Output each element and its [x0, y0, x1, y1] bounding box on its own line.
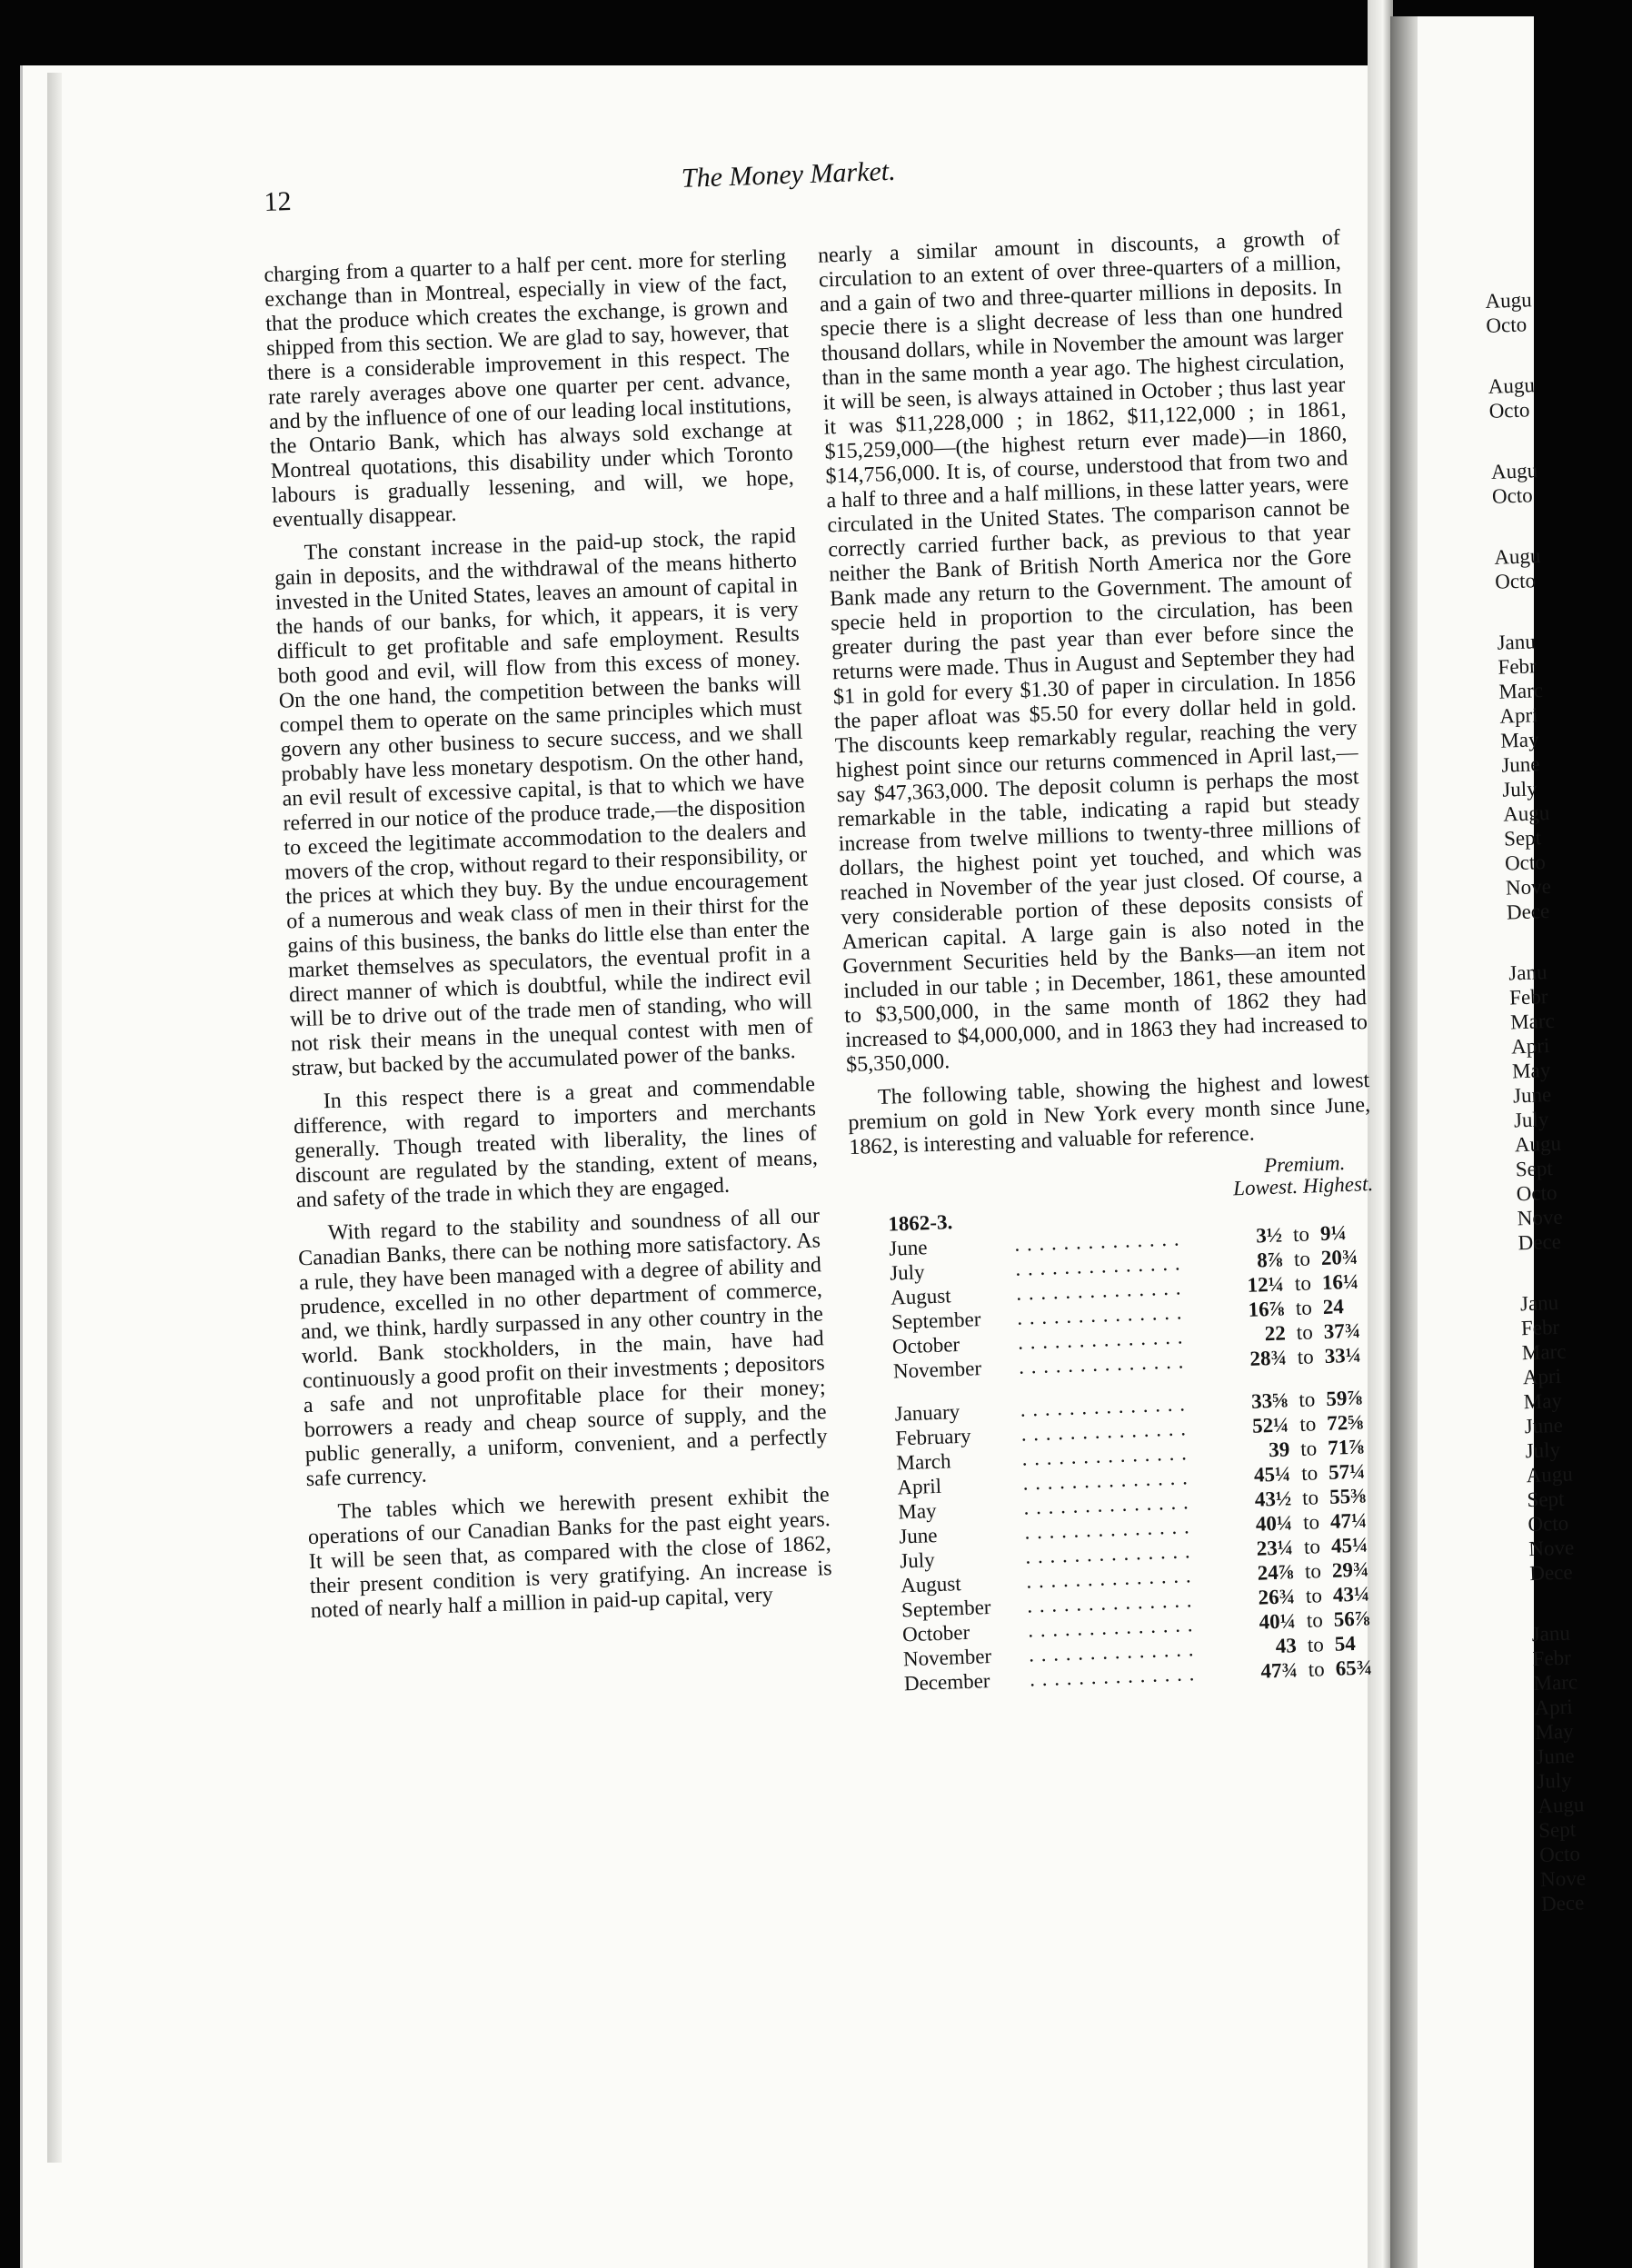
month-cell: July: [889, 1260, 925, 1285]
highest-cell: 72⅝: [1326, 1410, 1364, 1435]
lowest-cell: 39: [1268, 1437, 1290, 1462]
highest-label: Highest.: [1302, 1172, 1374, 1198]
leader-dots: . . . . . . . . . . . . . .: [1021, 1441, 1189, 1470]
lowest-cell: [1227, 1199, 1282, 1225]
month-cell: August: [890, 1284, 951, 1309]
to-connector: to: [1295, 1296, 1313, 1320]
to-connector: to: [1304, 1559, 1322, 1583]
to-connector: to: [1296, 1320, 1314, 1345]
facing-page-fragment: Octo: [1516, 1180, 1557, 1206]
facing-page-fragment: Febr: [1498, 654, 1537, 679]
facing-page-fragment: [1492, 505, 1584, 544]
to-connector: to: [1307, 1633, 1325, 1656]
facing-page-fragment: Dece: [1528, 1560, 1574, 1586]
facing-page-fragment: [1496, 591, 1587, 630]
facing-page-fragment: Apri: [1510, 1034, 1550, 1059]
facing-page-fragment: May: [1511, 1059, 1551, 1083]
month-cell: April: [896, 1474, 942, 1499]
facing-page-text: [1485, 286, 1632, 1916]
facing-page-fragment: [1507, 921, 1598, 960]
paragraph: With regard to the stability and soundness of all our Canadian Banks, there can be nothing more satisfactory. As a rule, they have been managed with a degree of ability and prudence, excelled in no other department of commerce, and, we think, hardly surpassed in any other country in the world. Bank stockholders, in the main, have had continuously a good profit on their investments ; depositors a safe and not unprofitable place for their money; borrowers a ready and cheap source of supply, and the public generally, a uniform, convenient, and a perfectly safe currency.: [297, 1204, 828, 1492]
month-cell: June: [888, 1236, 928, 1260]
year-label: 1862-3.: [887, 1210, 953, 1236]
facing-page-fragment: July: [1501, 777, 1538, 801]
facing-page-fragment: Sept: [1503, 826, 1542, 850]
facing-page-fragment: Octo: [1504, 850, 1547, 875]
highest-cell: 45¼: [1330, 1533, 1368, 1557]
to-connector: to: [1299, 1437, 1318, 1460]
leader-dots: . . . . . . . . . . . . . .: [1022, 1466, 1189, 1495]
lowest-cell: 47¾: [1260, 1658, 1299, 1683]
facing-page-fragment: Dece: [1506, 899, 1550, 924]
facing-page-fragment: [1489, 420, 1581, 459]
to-connector: to: [1301, 1486, 1319, 1509]
to-connector: to: [1308, 1657, 1326, 1681]
month-cell: October: [901, 1620, 970, 1646]
facing-page-fragment: Octo: [1528, 1511, 1569, 1537]
lowest-cell: 43½: [1254, 1487, 1292, 1511]
facing-page-fragment: May: [1499, 728, 1539, 752]
lowest-cell: 23¼: [1256, 1536, 1294, 1560]
lowest-cell: 26¾: [1258, 1585, 1296, 1609]
facing-page-fragment: Augu: [1502, 801, 1550, 826]
leader-dots: . . . . . . . . . . . . . .: [1013, 1227, 1180, 1256]
month-cell: December: [903, 1669, 990, 1696]
month-cell: August: [900, 1572, 962, 1597]
facing-page-fragment: [1530, 1583, 1622, 1622]
facing-page-fragment: Augu: [1488, 373, 1536, 398]
leader-dots: . . . . . . . . . . . . . .: [1014, 1251, 1181, 1280]
highest-cell: 20¾: [1320, 1245, 1358, 1270]
month-cell: September: [901, 1595, 991, 1622]
to-connector: to: [1298, 1388, 1316, 1411]
facing-page-fragment: Augu: [1485, 288, 1533, 313]
facing-page-fragment: June: [1512, 1082, 1552, 1108]
highest-cell: 9¼: [1319, 1221, 1348, 1246]
to-connector: to: [1293, 1247, 1311, 1271]
to-connector: to: [1302, 1510, 1320, 1534]
left-column: [264, 245, 833, 1633]
lowest-cell: 28¾: [1249, 1346, 1288, 1370]
to-connector: to: [1294, 1271, 1312, 1296]
paragraph: The constant increase in the paid-up stock, the rapid gain in deposits, and the withdrawal of the means hitherto invested in the United States, leaves an amount of capital in the hands of our banks, for which, it appears, it is very difficult to get profitable and safe employment. Results both good and evil, will flow from this excess of money. On the one hand, the competition between the banks will compel them to operate on the same principles which must govern any other business to secure success, and we shall probably have less monetary despotism. On the other hand, an evil result of excessive capital, is that to which we have referred in our notice of the produce trade,—the disposition to exceed the legitimate accommodation to the dealers and movers of the crop, without regard to their responsibility, or the prices at which they buy. By the undue encouragement of a numerous and weak class of men in their thirst for the gains of this business, the banks do little else than enter the market themselves as speculators, the eventual profit in a direct manner of which is doubtful, while the indirect evil will be to drive out of the trade men of standing, who will not risk their means in the unequal contest with men of straw, but backed by the accumulated power of the banks.: [274, 523, 814, 1081]
leader-dots: . . . . . . . . . . . . . .: [1015, 1276, 1182, 1305]
highest-cell: 55⅜: [1328, 1484, 1367, 1508]
facing-page-fragment: Octo: [1491, 483, 1534, 508]
to-connector: to: [1297, 1345, 1315, 1369]
lowest-cell: 45¼: [1253, 1462, 1291, 1487]
leader-dots: . . . . . . . . . . . . . .: [1017, 1325, 1184, 1354]
facing-page-fragment: May: [1535, 1719, 1575, 1745]
facing-page-fragment: Augu: [1490, 459, 1538, 483]
highest-cell: 37¾: [1323, 1318, 1361, 1343]
leader-dots: . . . . . . . . . . . . . .: [1029, 1662, 1196, 1691]
highest-cell: 59⅞: [1325, 1386, 1363, 1410]
facing-page-fragment: Dece: [1518, 1229, 1562, 1255]
lowest-cell: 33⅝: [1250, 1388, 1289, 1413]
facing-page-fragment: Febr: [1532, 1646, 1572, 1671]
leader-dots: . . . . . . . . . . . . . .: [1027, 1613, 1194, 1642]
facing-page-fragment: July: [1536, 1768, 1573, 1793]
leader-dots: . . . . . . . . . . . . . .: [1023, 1490, 1190, 1519]
facing-page-fragment: Nove: [1517, 1205, 1563, 1230]
facing-page-fragment: Dece: [1540, 1891, 1585, 1915]
lowest-cell: 22: [1264, 1321, 1287, 1346]
facing-page-fragment: Sept: [1515, 1156, 1554, 1181]
month-cell: January: [894, 1400, 960, 1426]
facing-page-fragment: Marc: [1509, 1009, 1556, 1034]
facing-page-fragment: Octo: [1538, 1842, 1581, 1866]
to-connector: [1281, 1197, 1320, 1222]
highest-cell: 65¾: [1335, 1656, 1373, 1680]
facing-page-fragment: June: [1535, 1744, 1575, 1769]
facing-page-fragment: May: [1523, 1388, 1563, 1414]
leader-dots: . . . . . . . . . . . . . .: [1026, 1588, 1193, 1617]
running-title: The Money Market.: [681, 155, 897, 194]
facing-page-fragment: Marc: [1533, 1670, 1578, 1696]
paragraph: nearly a similar amount in discounts, a growth of circulation to an extent of over three-quarters of a million, and a gain of two and three-quarter millions in deposits. In specie there is a slight decrease of less than one hundred thousand dollars, while in November the amount was larger than in the same month a year ago. The highest circulation, it will be seen, is always attained in October ; thus last year it was $11,228,000 ; in 1862, $11,122,000 ; in 1861, $15,259,000—(the highest return ever made)—in 1860, $14,756,000. It is, of course, understood that from two and a half to three and a half millions, in these latter years, were circulated in the United States. The comparison cannot be correctly carried further back, as previous to that year neither the Bank of British North America nor the Gore Bank made any return to the Government. The amount of specie held in proportion to the circulation, has been greater during the past year than ever before since the returns were made. Thus in August and September they had $1 in gold for every $1.30 of paper in circulation. In 1856 the paper afloat was $5.50 for every dollar held in gold. The discounts keep remarkably regular, reaching the very highest point since our returns commenced in April last,—say $47,363,000. The deposit column is perhaps the most remarkable in the table, indicating a rapid but steady increase from twelve millions to twenty-three millions of dollars, the highest point yet touched, and which was reached in November of the year just closed. Of course, a very considerable portion of these deposits consists of American capital. A large gain is also noted in the Government Securities held by the Banks—an item not included in our table ; in December, 1861, these amounted to $3,500,000, in the same month of 1862 they had increased to $4,000,000, and in 1863 they had increased to $5,350,000.: [817, 225, 1368, 1078]
page-number: 12: [264, 185, 293, 217]
leader-dots: . . . . . . . . . . . . . .: [1024, 1515, 1191, 1544]
leader-dots: . . . . . . . . . . . . . .: [1018, 1349, 1185, 1378]
month-cell: March: [896, 1449, 951, 1475]
lowest-cell: 43: [1275, 1634, 1298, 1658]
highest-cell: 57¼: [1328, 1459, 1366, 1484]
highest-cell: 29¾: [1331, 1557, 1369, 1582]
to-connector: to: [1292, 1222, 1310, 1247]
page-content: [264, 223, 1502, 1916]
facing-page-fragment: Janu: [1531, 1621, 1571, 1646]
leader-dots: . . . . . . . . . . . . . .: [1016, 1300, 1183, 1329]
facing-page-fragment: Janu: [1508, 960, 1547, 985]
highest-cell: 43¼: [1332, 1582, 1370, 1606]
leader-dots: . . . . . . . . . . . . . .: [1028, 1637, 1195, 1666]
lowest-cell: 8⅞: [1256, 1248, 1284, 1272]
month-cell: February: [895, 1424, 971, 1450]
to-connector: to: [1306, 1608, 1324, 1632]
right-column: [818, 226, 1390, 1697]
facing-page-fragment: Augu: [1514, 1131, 1562, 1157]
highest-cell: 33¼: [1324, 1343, 1362, 1368]
facing-page-fragment: Augu: [1537, 1793, 1585, 1817]
highest-cell: 71⅞: [1327, 1435, 1365, 1459]
facing-page-fragment: [1518, 1252, 1610, 1291]
facing-page-fragment: Marc: [1521, 1339, 1567, 1365]
highest-cell: 16¼: [1321, 1269, 1359, 1295]
facing-page-fragment: Augu: [1526, 1462, 1574, 1487]
month-cell: September: [891, 1308, 981, 1334]
highest-cell: 24: [1322, 1295, 1345, 1319]
facing-page-fragment: Octo: [1485, 313, 1528, 337]
leader-dots: . . . . . . . . . . . . . .: [1020, 1392, 1187, 1421]
paragraph: The tables which we herewith present exhibit the operations of our Canadian Banks for the past eight years. It will be seen that, as compared with the close of 1862, their present condition is very gratifying. An increase is noted of nearly half a million in paid-up capital, very: [307, 1483, 832, 1624]
lowest-cell: 16⅞: [1248, 1297, 1286, 1321]
premium-table: [851, 1195, 1390, 1697]
leader-dots: . . . . . . . . . . . . . .: [1025, 1564, 1192, 1593]
leader-dots: . . . . . . . . . . . . . .: [1024, 1539, 1191, 1568]
highest-cell: [1319, 1195, 1375, 1221]
to-connector: to: [1299, 1412, 1317, 1436]
month-cell: June: [898, 1523, 938, 1548]
facing-page-fragment: Augu: [1493, 544, 1541, 569]
facing-page-fragment: Nove: [1528, 1536, 1575, 1561]
facing-page-fragment: July: [1525, 1437, 1561, 1463]
month-cell: October: [891, 1332, 960, 1358]
facing-page-fragment: [1487, 334, 1578, 373]
premium-caption: Premium.: [1263, 1151, 1346, 1178]
lowest-cell: 40¼: [1255, 1511, 1293, 1536]
lowest-cell: 40¼: [1259, 1609, 1297, 1634]
facing-page-fragment: Octo: [1494, 569, 1537, 593]
month-cell: November: [902, 1644, 992, 1671]
facing-page-fragment: Janu: [1497, 630, 1537, 654]
page-edge-shadow: [47, 73, 62, 2163]
facing-page-fragment: Octo: [1488, 398, 1530, 423]
to-connector: to: [1305, 1584, 1323, 1607]
paragraph: The following table, showing the highest and lowest premium on gold in New York every month since June, 1862, is interesting and valuable for reference.: [847, 1069, 1371, 1160]
facing-page-fragment: Febr: [1520, 1315, 1560, 1340]
facing-page-fragment: Apri: [1498, 703, 1539, 728]
facing-page-fragment: Apri: [1522, 1364, 1562, 1389]
facing-page-fragment: Apri: [1534, 1695, 1574, 1720]
facing-page-fragment: July: [1513, 1108, 1549, 1132]
lowest-cell: 52¼: [1251, 1413, 1289, 1437]
highest-cell: 47¼: [1329, 1508, 1368, 1533]
facing-page-fragment: Marc: [1498, 679, 1544, 703]
facing-page-fragment: Nove: [1505, 874, 1552, 900]
lowest-label: Lowest.: [1232, 1174, 1299, 1200]
facing-page-fragment: Sept: [1537, 1817, 1577, 1842]
lowest-cell: 3½: [1255, 1223, 1283, 1248]
lowest-cell: 24⅞: [1257, 1560, 1295, 1585]
lowest-cell: 12¼: [1247, 1272, 1285, 1297]
facing-page-fragment: June: [1500, 752, 1540, 777]
paragraph: In this respect there is a great and commendable difference, with regard to importers and merchants generally. Though treated with liberality, the lines of discount are regulated by the standing, extent of means, and safety of the trade in which they are engaged.: [293, 1072, 819, 1213]
facing-page-fragment: Janu: [1519, 1290, 1559, 1316]
to-connector: to: [1300, 1461, 1319, 1485]
to-connector: to: [1303, 1535, 1321, 1558]
leader-dots: . . . . . . . . . . . . . .: [1020, 1417, 1188, 1446]
facing-page-fragment: Nove: [1539, 1866, 1587, 1891]
paragraph: charging from a quarter to a half per cent. more for sterling exchange than in Montreal, especially in view of the fact, that the produce which creates the exchange, is grown and shipped from this section. We are glad to say, however, that there is a considerable improvement in this respect. The rate rarely averages above one quarter per cent. advance, and by the influence of one of our leading local institutions, the Ontario Bank, which has always sold exchange at Montreal quotations, this disability under which Toronto labours is gradually lessening, and will, we hope, eventually disappear.: [264, 244, 795, 532]
month-cell: November: [892, 1357, 982, 1383]
month-cell: July: [899, 1548, 936, 1573]
facing-page-fragment: June: [1524, 1413, 1564, 1438]
month-cell: May: [897, 1498, 937, 1524]
highest-cell: 56⅞: [1333, 1606, 1371, 1631]
highest-cell: 54: [1334, 1631, 1357, 1656]
facing-page-fragment: Sept: [1527, 1487, 1565, 1512]
facing-page-fragment: Febr: [1508, 985, 1548, 1010]
